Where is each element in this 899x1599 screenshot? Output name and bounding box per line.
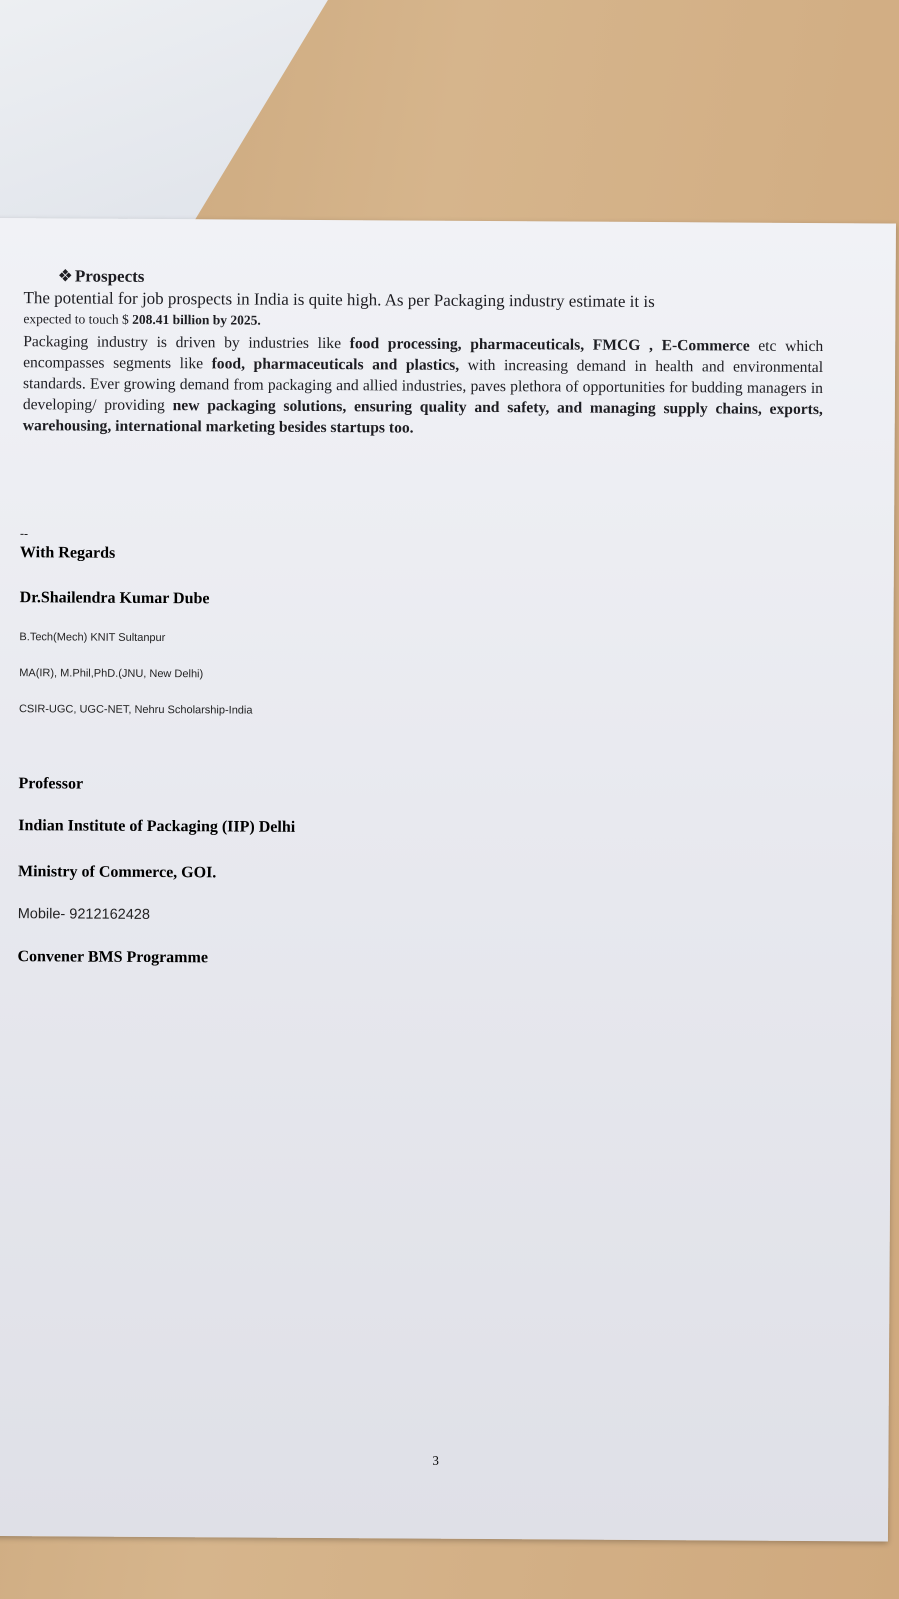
para2-bold-3: new packaging solutions, ensuring quality and safety, and managing supply chains, exports, warehousing, international marketing besides startups too. bbox=[22, 397, 823, 437]
paragraph-1 bbox=[23, 288, 823, 334]
institute-name: Indian Institute of Packaging (IIP) Delhi bbox=[18, 817, 296, 836]
para2-text-2: etc which encompasses segments like bbox=[23, 337, 824, 373]
separator: -- bbox=[20, 526, 29, 541]
page-number: 3 bbox=[432, 1452, 439, 1468]
prospects-section bbox=[23, 266, 824, 441]
author-title: Professor bbox=[18, 775, 84, 793]
ministry-name: Ministry of Commerce, GOI. bbox=[17, 863, 217, 882]
mobile-number: Mobile- 9212162428 bbox=[17, 906, 151, 923]
para2-text-1: Packaging industry is driven by industries like bbox=[23, 333, 350, 353]
credential-1: B.Tech(Mech) KNIT Sultanpur bbox=[19, 631, 166, 645]
heading-text: Prospects bbox=[74, 266, 145, 286]
author-role: Convener BMS Programme bbox=[17, 948, 209, 967]
para2-bold-1: food processing, pharmaceuticals, FMCG , E-Commerce bbox=[349, 335, 750, 355]
author-name: Dr.Shailendra Kumar Dube bbox=[19, 589, 210, 608]
para1-line2-bold: 208.41 billion by 2025. bbox=[132, 311, 261, 328]
regards-text: With Regards bbox=[19, 544, 116, 562]
credential-2: MA(IR), M.Phil,PhD.(JNU, New Delhi) bbox=[19, 667, 204, 681]
paragraph-2 bbox=[23, 331, 824, 441]
document-page bbox=[0, 218, 896, 1541]
bullet-icon: ❖ bbox=[57, 266, 73, 286]
section-heading bbox=[58, 266, 824, 291]
para1-line1: The potential for job prospects in India is quite high. As per Packaging industry estimate it is bbox=[23, 288, 655, 312]
para2-bold-2: food, pharmaceuticals and plastics, bbox=[211, 355, 460, 374]
para1-line2-prefix: expected to touch $ bbox=[23, 311, 133, 327]
para2-text-3: with increasing demand in health and environmental standards. Ever growing demand from packaging and allied industries, paves plethora of opportunities for budding managers in developing/ providing bbox=[22, 356, 824, 415]
credential-3: CSIR-UGC, UGC-NET, Nehru Scholarship-India bbox=[18, 703, 253, 717]
background-sheet bbox=[0, 0, 340, 230]
